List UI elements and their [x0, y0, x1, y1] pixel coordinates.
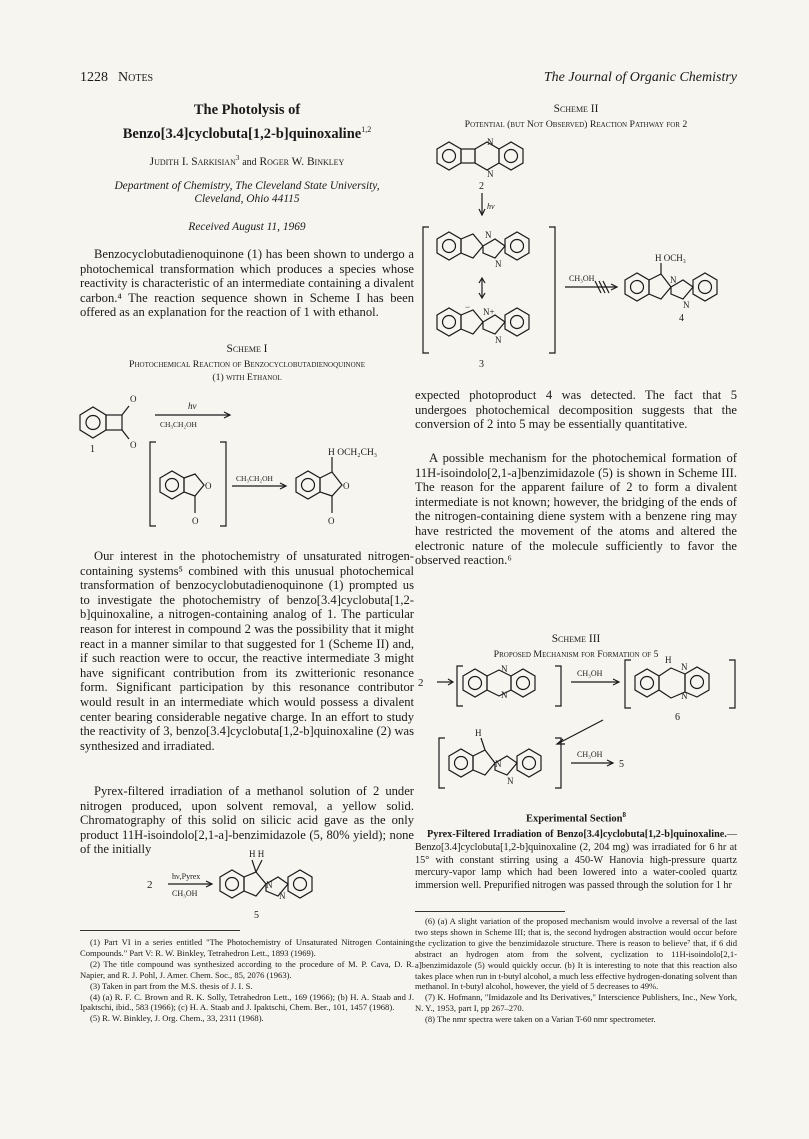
aromatic-circle — [641, 677, 654, 690]
compound-5-label: 5 — [619, 759, 624, 770]
author-2: Roger W. Binkley — [259, 155, 345, 168]
footnote-rule — [80, 930, 240, 931]
section-label: Notes — [118, 70, 154, 85]
author-1-sup: 3 — [235, 154, 240, 162]
scheme-1-diagram — [80, 385, 414, 540]
compound-2-label: 2 — [147, 879, 153, 891]
aromatic-circle — [631, 281, 644, 294]
bracket-right — [555, 666, 561, 706]
lactone-ring — [184, 474, 204, 496]
label-n: N — [681, 662, 688, 672]
label-ethanol: CH₃CH₂OH — [236, 474, 273, 483]
imidazole-ring — [483, 239, 505, 258]
benzene-ring — [499, 142, 523, 170]
scheme-3-diagram — [415, 655, 737, 794]
left-paragraph-3: Pyrex-filtered irradiation of a methanol solution of 2 under nitrogen produced, upon solvent removal, a yellow solid. Chromatography of this solid on silicic acid gave as the only product 11H-isoindolo[2,1-a]-benzimidazole (5, 80% yield); none of the initially — [80, 784, 414, 857]
compound-5-label: 5 — [254, 910, 259, 921]
imidazole-ring — [483, 315, 505, 334]
label-n-plus: N+ — [483, 307, 495, 317]
label-o: O — [205, 481, 212, 491]
label-hv-pyrex: hν,Pyrex — [172, 872, 201, 881]
label-o: O — [130, 440, 137, 450]
compound-6-label: 6 — [675, 712, 680, 723]
label-n: N — [683, 300, 690, 310]
benzene-ring — [463, 669, 487, 697]
label-ethanol: CH₃CH₂OH — [160, 420, 197, 429]
benzene-ring — [160, 471, 184, 499]
left-paragraph-2: Our interest in the photochemistry of unsaturated nitrogen-containing systems⁵ combined with this unusual photochemical transformation of benzocyclobutadienoquinone (1) prompted us to investigate the photochemistry of benzo[3.4]cyclobuta[1,2-b]quinoxaline, a nitrogen-containing analog of 1. The particular reason for interest in compound 2 was the possibility that it might react in a manner similar to that suggested for 1 (Scheme II) and, if such reaction were to occur, the reactive intermediate 3 might have significant contribution from its zwitterionic resonance form. Significant participation by this resonance contributor would result in an intermediate which would possess a divalent center bearing considerable negative charge. In an effort to study the reactivity of 3, benzo[3.4]cyclobuta[1,2-b]quinoxaline (2) was synthesized and irradiated. — [80, 549, 414, 753]
label-hv: hν — [487, 202, 495, 211]
label-methanol: CH₃OH — [577, 750, 603, 759]
benzene-ring — [437, 308, 461, 336]
compound-2-label: 2 — [418, 677, 424, 689]
label-n: N — [487, 137, 494, 147]
scheme-1-caption-line-1: Photochemical Reaction of Benzocyclobutadienoquinone — [129, 359, 365, 370]
ch-bond — [252, 860, 256, 872]
compound-3-label: 3 — [479, 359, 484, 370]
title-line-1: The Photolysis of — [193, 102, 301, 118]
benzene-ring — [296, 471, 320, 499]
bracket-left — [625, 660, 631, 708]
label-n: N — [501, 690, 508, 700]
footnote-7: (7) K. Hofmann, "Imidazole and Its Derivatives," Interscience Publishers, Inc., New York, N. Y., 1953, part I, pp 267–270. — [415, 992, 737, 1014]
ch-bond — [481, 738, 485, 750]
cyclobutene-ring — [106, 415, 122, 430]
label-methanol: CH₃OH — [569, 274, 595, 283]
label-methanol: CH₃OH — [172, 889, 198, 898]
five-ring — [649, 274, 671, 299]
label-n: N — [279, 891, 286, 901]
benzene-ring — [685, 667, 709, 697]
footnote-4: (4) (a) R. F. C. Brown and R. K. Solly, Tetrahedron Lett., 169 (1966); (b) H. A. Staab and J. Ipaktschi, ibid., 583 (1966); (c) H. A. Staab and J. Ipaktschi, Chem. Ber., 101, 1457 (1968). — [80, 991, 414, 1013]
label-n: N — [670, 275, 677, 285]
ch-bond — [256, 860, 262, 872]
label-o: O — [130, 394, 137, 404]
label-n: N — [501, 664, 508, 674]
footnote-2: (2) The title compound was synthesized according to the procedure of M. P. Cava, D. R. Napier, and R. J. Pohl, J. Amer. Chem. Soc., 85, 2076 (1963). — [80, 958, 414, 980]
scheme-1-caption — [74, 359, 420, 384]
experimental-paragraph — [415, 829, 737, 893]
bracket-left — [150, 442, 156, 526]
label-o: O — [328, 516, 335, 526]
authors-and: and — [242, 156, 257, 168]
aromatic-circle — [511, 240, 524, 253]
aromatic-circle — [455, 757, 468, 770]
page-number: 1228 — [80, 70, 108, 85]
footnote-8: (8) The nmr spectra were taken on a Varian T-60 nmr spectrometer. — [425, 1014, 656, 1025]
benzene-ring — [625, 273, 649, 301]
benzene-ring — [505, 308, 529, 336]
scheme-3-title: Scheme III — [551, 633, 601, 645]
aromatic-circle — [302, 479, 315, 492]
aromatic-circle — [443, 240, 456, 253]
article-title — [80, 101, 414, 144]
compound-2-label: 2 — [479, 181, 484, 192]
right-footnotes — [415, 916, 737, 1025]
reaction-arrow — [557, 720, 603, 744]
label-o: O — [192, 516, 199, 526]
experimental-heading-text: Experimental Section — [525, 813, 623, 825]
benzene-ring — [288, 870, 312, 898]
scheme-1-caption-line-2: (1) with Ethanol — [212, 371, 282, 383]
journal-name: The Journal of Organic Chemistry — [543, 70, 737, 85]
received-date: Received August 11, 1969 — [188, 221, 306, 233]
scheme-2-title: Scheme II — [553, 103, 599, 115]
aromatic-circle — [511, 316, 524, 329]
label-h-och3: H OCH₃ — [655, 253, 686, 263]
label-minus: − — [465, 302, 471, 312]
benzene-ring — [80, 407, 106, 438]
title-superscript: 1,2 — [361, 125, 372, 134]
footnote-1: (1) Part VI in a series entitled "The Photochemistry of Unsaturated Nitrogen Containing Compounds." Part V: R. W. Binkley, Tetrahedron Lett., 1893 (1969). — [80, 937, 414, 958]
aromatic-circle — [699, 281, 712, 294]
label-h: H — [475, 728, 482, 738]
scheme-1-title: Scheme I — [226, 343, 268, 355]
footnote-5: (5) R. W. Binkley, J. Org. Chem., 33, 2311 (1968). — [90, 1013, 264, 1024]
label-n: N — [495, 335, 502, 345]
author-1: Judith I. Sarkisian — [149, 155, 236, 168]
label-methanol: CH₃OH — [577, 669, 603, 678]
five-ring — [461, 234, 483, 258]
reaction-2-to-5-diagram — [80, 846, 414, 922]
bracket-left — [439, 738, 445, 788]
five-ring — [461, 310, 483, 334]
benzene-ring — [437, 232, 461, 260]
cyclobutadiene-ring — [461, 149, 475, 163]
experimental-bold-title: Pyrex-Filtered Irradiation of Benzo[3.4]cyclobuta[1,2-b]quinoxaline. — [427, 829, 727, 840]
aromatic-circle — [443, 316, 456, 329]
lactone-ring — [320, 472, 342, 496]
affiliation — [80, 180, 414, 206]
bracket-right — [555, 738, 561, 788]
benzene-ring — [437, 142, 461, 170]
benzene-ring — [505, 232, 529, 260]
right-paragraph-1: expected photoproduct 4 was detected. The fact that 5 undergoes photochemical decomposition suggests that the conversion of 2 into 5 may be essentially quantitative. — [415, 388, 737, 432]
aromatic-circle — [517, 677, 530, 690]
aromatic-circle — [505, 150, 518, 163]
aromatic-circle — [226, 878, 239, 891]
scheme-3-caption: Proposed Mechanism for Formation of 5 — [493, 649, 659, 660]
benzene-ring — [635, 669, 659, 697]
benzene-ring — [511, 669, 535, 697]
experimental-text: —Benzo[3.4]cyclobuta[1,2-b]quinoxaline (2, 204 mg) was irradiated for 6 hr at 15° with constant stirring using a 450-W Hanovia high-pressure quartz mercury-vapor lamp which had been lowered into a water-cooled quartz immersion well. Prepurified nitrogen was passed through the solution for 1 hr — [415, 829, 737, 892]
footnote-6: (6) (a) A slight variation of the proposed mechanism would involve a reversal of the last two steps shown in Scheme III; that is, the second hydrogen abstraction would occur before the cyclization to give the benzimidazole structure. There is reason to believe⁷ that, if 6 did abstract an hydrogen atom from the solvent, cyclization to 11H-isoindolo[2,1-a]benzimidazole (5) would quickly occur. (b) It is interesting to note that this reaction also takes place when run in t-butyl alcohol, a much less effective hydrogen-donating solvent than methanol. In t-butyl alcohol, however, the yield of 5 decreases to 49%. — [415, 916, 737, 992]
label-n: N — [507, 776, 514, 786]
left-footnotes — [80, 937, 414, 1024]
title-line-2: Benzo[3.4]cyclobuta[1,2-b]quinoxaline — [122, 125, 362, 142]
label-hv: hν — [188, 401, 197, 411]
aromatic-circle — [294, 878, 307, 891]
label-n: N — [495, 759, 502, 769]
compound-1-label: 1 — [90, 444, 95, 455]
aromatic-circle — [443, 150, 456, 163]
label-n: N — [485, 230, 492, 240]
experimental-heading-sup: 8 — [622, 811, 627, 819]
aromatic-circle — [86, 416, 100, 430]
carbonyl-bond — [122, 406, 129, 415]
aromatic-circle — [469, 677, 482, 690]
bracket-right — [220, 442, 226, 526]
label-h: H — [665, 655, 672, 665]
bracket-right — [729, 660, 735, 708]
footnote-rule — [415, 911, 565, 912]
right-paragraph-2: A possible mechanism for the photochemical formation of 11H-isoindolo[2,1-a]benzimidazole (5) is shown in Scheme III. The reason for the apparent failure of 2 to form a divalent intermediate is not known; however, the bridging of the ends of the nitrogen-containing diene system with a benzene ring may have restricted the movement of the atoms and altered the electronic nature of the molecule sufficiently to favor the observed reaction.⁶ — [415, 451, 737, 568]
label-n: N — [266, 880, 273, 890]
experimental-heading — [415, 811, 737, 825]
aromatic-circle — [523, 757, 536, 770]
label-o: O — [343, 481, 350, 491]
bracket-right — [549, 227, 555, 353]
five-ring — [244, 872, 266, 896]
footnote-3: (3) Taken in part from the M.S. thesis of J. I. S. — [90, 980, 253, 991]
label-n: N — [681, 691, 688, 701]
authors — [80, 152, 414, 169]
aromatic-circle — [166, 479, 179, 492]
scheme-2-caption: Potential (but Not Observed) Reaction Pathway for 2 — [464, 119, 688, 130]
affiliation-line-2: Cleveland, Ohio 44115 — [194, 193, 300, 206]
left-paragraph-1: Benzocyclobutadienoquinone (1) has been shown to undergo a photochemical transformation which produces a species whose reactivity is characteristic of an intermediate containing a divalent carbon.⁴ The reaction sequence shown in Scheme I has been offered as an explanation for the reaction of 1 with ethanol. — [80, 247, 414, 320]
benzene-ring — [220, 870, 244, 898]
affiliation-line-1: Department of Chemistry, The Cleveland State University, — [114, 180, 380, 192]
label-n: N — [495, 259, 502, 269]
bracket-left — [423, 227, 429, 353]
compound-4-label: 4 — [679, 313, 684, 324]
label-h-och2ch3: H OCH₂CH₃ — [328, 448, 378, 458]
benzene-ring — [693, 273, 717, 301]
aromatic-circle — [691, 676, 704, 689]
bracket-left — [457, 666, 463, 706]
label-n: N — [487, 169, 494, 179]
scheme-2-diagram — [415, 135, 737, 373]
five-ring — [473, 750, 495, 775]
benzene-ring — [449, 749, 473, 777]
label-h-h: H H — [249, 849, 265, 859]
carbonyl-bond — [122, 430, 129, 439]
benzene-ring — [517, 749, 541, 777]
